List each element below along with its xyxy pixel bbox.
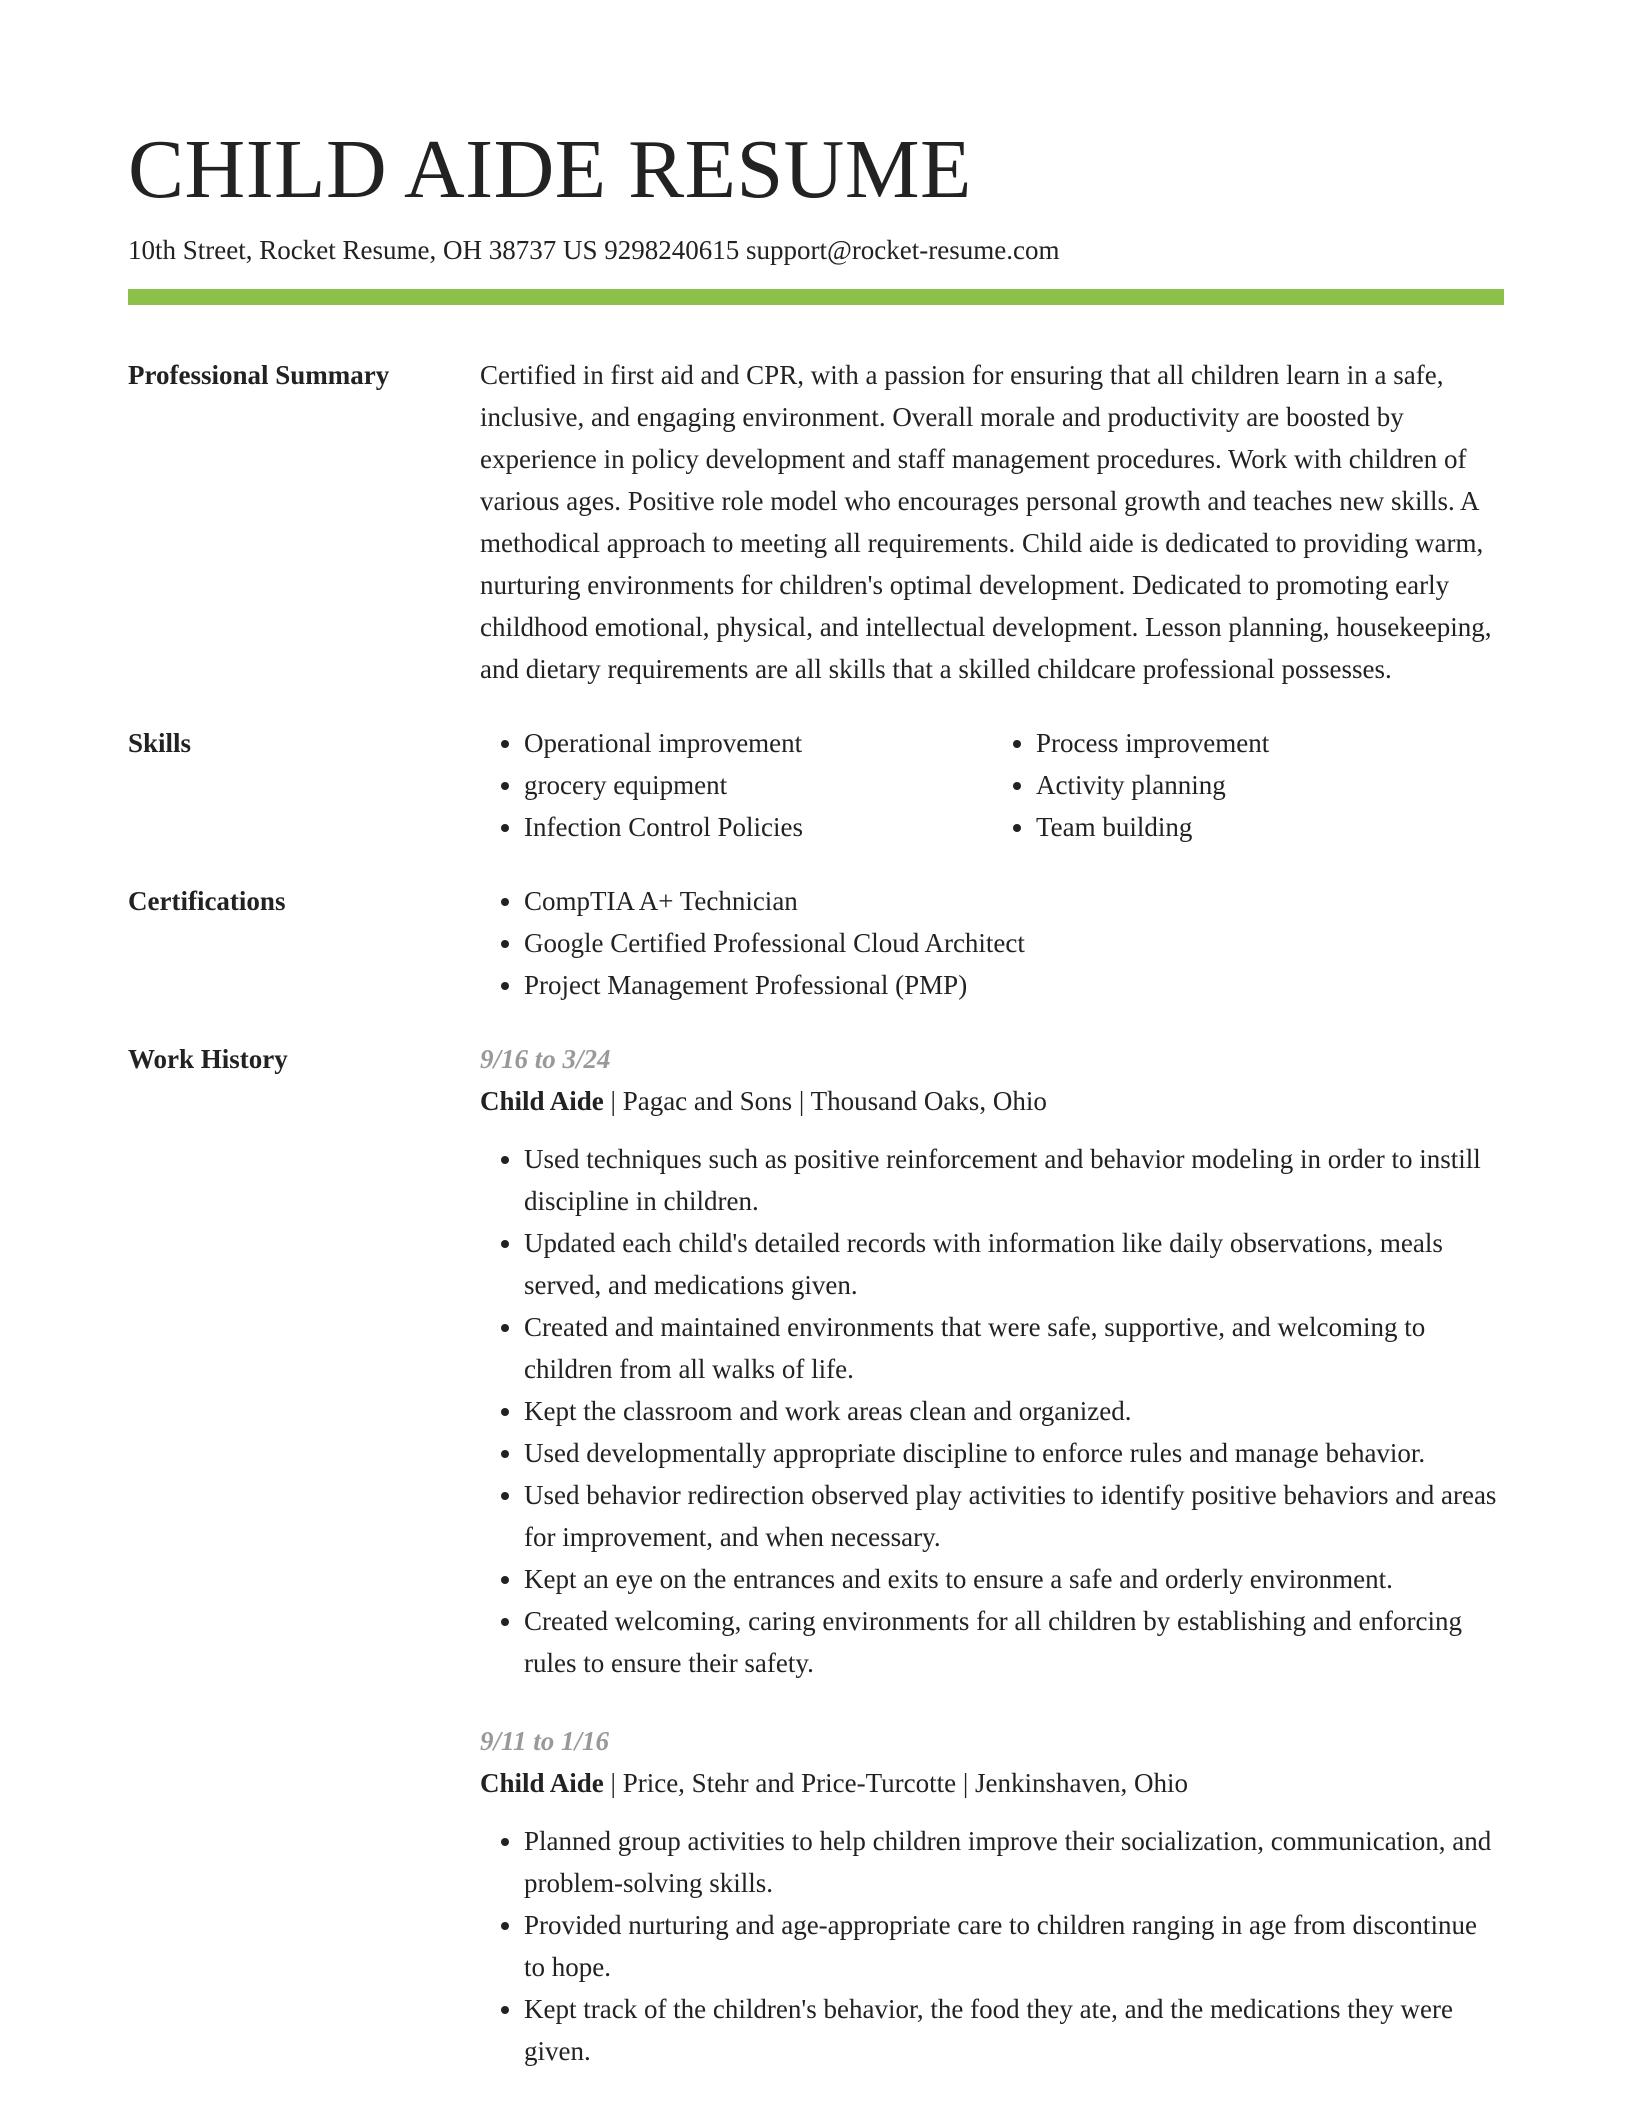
resume-page [128, 0, 1504, 2072]
skill-item: • Activity planning [1036, 764, 1504, 806]
skills-column-1 [480, 722, 992, 848]
skill-item: • Process improvement [1036, 722, 1504, 764]
job-bullet: • Used techniques such as positive reinforcement and behavior modeling in order to instill discipline in children. [524, 1138, 1504, 1222]
skill-item: • Operational improvement [524, 722, 992, 764]
skills-column-2 [992, 722, 1504, 848]
summary-section [128, 354, 1504, 690]
job-bullet: • Kept track of the children's behavior, the food they ate, and the medications they were given. [524, 1988, 1504, 2072]
skills-section [128, 722, 1504, 848]
contact-line: 10th Street, Rocket Resume, OH 38737 US 9298240615 support@rocket-resume.com [128, 235, 1060, 265]
certifications-section [128, 880, 1504, 1006]
job-entry [480, 1720, 1504, 2072]
job-bullet: • Updated each child's detailed records with information like daily observations, meals served, and medications given. [524, 1222, 1504, 1306]
job-dates: 9/11 to 1/16 [480, 1726, 610, 1756]
certification-item: • Google Certified Professional Cloud Architect [524, 922, 1504, 964]
job-bullet: • Kept an eye on the entrances and exits to ensure a safe and orderly environment. [524, 1558, 1504, 1600]
job-heading [480, 1762, 1504, 1804]
job-dates: 9/16 to 3/24 [480, 1044, 611, 1074]
skill-item: • Infection Control Policies [524, 806, 992, 848]
summary-heading: Professional Summary [128, 360, 390, 390]
job-bullets [480, 1820, 1504, 2072]
job-bullets [480, 1138, 1504, 1684]
certification-item: • Project Management Professional (PMP) [524, 964, 1504, 1006]
job-bullet: • Kept the classroom and work areas clean and organized. [524, 1390, 1504, 1432]
job-bullet: • Created welcoming, caring environments for all children by establishing and enforcing rules to ensure their safety. [524, 1600, 1504, 1684]
job-title: Child Aide [480, 1086, 604, 1116]
work-history-heading: Work History [128, 1044, 288, 1074]
accent-divider [128, 289, 1504, 305]
job-details: | Price, Stehr and Price-Turcotte | Jenkinshaven, Ohio [603, 1768, 1189, 1798]
skill-item: • grocery equipment [524, 764, 992, 806]
resume-title: CHILD AIDE RESUME [128, 123, 972, 216]
certifications-list [480, 880, 1504, 1006]
job-details: | Pagac and Sons | Thousand Oaks, Ohio [603, 1086, 1047, 1116]
job-bullet: • Created and maintained environments that were safe, supportive, and welcoming to children from all walks of life. [524, 1306, 1504, 1390]
certifications-heading: Certifications [128, 886, 286, 916]
skills-heading: Skills [128, 728, 192, 758]
job-heading [480, 1080, 1504, 1122]
job-title: Child Aide [480, 1768, 604, 1798]
skill-item: • Team building [1036, 806, 1504, 848]
job-bullet: • Used behavior redirection observed play activities to identify positive behaviors and areas for improvement, and when necessary. [524, 1474, 1504, 1558]
job-bullet: • Provided nurturing and age-appropriate care to children ranging in age from discontinue to hope. [524, 1904, 1504, 1988]
job-bullet: • Used developmentally appropriate discipline to enforce rules and manage behavior. [524, 1432, 1504, 1474]
certification-item: • CompTIA A+ Technician [524, 880, 1504, 922]
job-entry [480, 1038, 1504, 1684]
summary-text: Certified in first aid and CPR, with a passion for ensuring that all children learn in a safe, inclusive, and engaging environment. Overall morale and productivity are boosted by experience in policy development and staff management procedures. Work with children of various ages. Positive role model who encourages personal growth and teaches new skills. A methodical approach to meeting all requirements. Child aide is dedicated to providing warm, nurturing environments for children's optimal development. Dedicated to promoting early childhood emotional, physical, and intellectual development. Lesson planning, housekeeping, and dietary requirements are all skills that a skilled childcare professional possesses. [480, 360, 1492, 684]
work-history-section [128, 1038, 1504, 2072]
job-bullet: • Planned group activities to help children improve their socialization, communication, and problem-solving skills. [524, 1820, 1504, 1904]
